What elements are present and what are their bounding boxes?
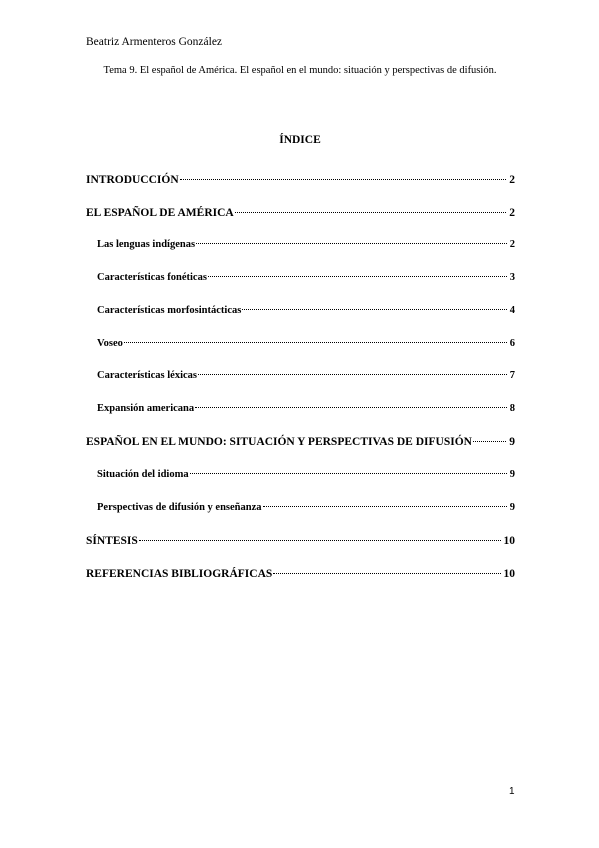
toc-title: ÍNDICE [279,134,321,146]
toc-entry-label: Situación del idioma [97,469,189,480]
toc-entry-page: 3 [509,272,515,283]
toc-entry-page: 2 [509,207,515,219]
toc-entry-page: 10 [503,535,515,547]
toc-entry-page: 7 [509,370,515,381]
toc-entry-label: Voseo [97,338,123,349]
toc-entry-caracteristicas-foneticas[interactable] [97,272,515,283]
toc-entry-sintesis[interactable] [86,535,515,547]
toc-entry-page: 6 [509,338,515,349]
toc-entry-label: Características morfosintácticas [97,305,242,316]
toc-entry-perspectivas-difusion[interactable] [97,502,515,513]
toc-leader-dots [195,406,507,408]
toc-entry-label: Características fonéticas [97,272,207,283]
toc-leader-dots [196,242,507,244]
toc-entry-label: EL ESPAÑOL DE AMÉRICA [86,207,234,219]
toc-entry-page: 2 [509,239,515,250]
toc-leader-dots [198,373,507,375]
toc-entry-page: 9 [509,502,515,513]
toc-entry-caracteristicas-lexicas[interactable] [97,370,515,381]
toc-entry-label: Expansión americana [97,403,195,414]
toc-entry-caracteristicas-morfosintacticas[interactable] [97,305,515,316]
toc-entry-label: Perspectivas de difusión y enseñanza [97,502,262,513]
toc-entry-referencias-bibliograficas[interactable] [86,568,515,580]
toc-entry-lenguas-indigenas[interactable] [97,239,515,250]
toc-entry-voseo[interactable] [97,338,515,349]
toc-leader-dots [208,275,507,277]
toc-leader-dots [263,505,507,507]
toc-entry-situacion-del-idioma[interactable] [97,469,515,480]
toc-leader-dots [235,211,507,213]
toc-leader-dots [273,572,500,574]
toc-entry-label: Características léxicas [97,370,198,381]
toc-entry-label: INTRODUCCIÓN [86,174,179,186]
document-subtitle: Tema 9. El español de América. El español en el mundo: situación y perspectivas de difusión. [103,65,497,76]
toc-entry-page: 4 [509,305,515,316]
toc-leader-dots [190,472,507,474]
toc-entry-page: 9 [509,469,515,480]
toc-entry-label: REFERENCIAS BIBLIOGRÁFICAS [86,568,273,580]
page-number: 1 [509,786,515,797]
toc-entry-label: ESPAÑOL EN EL MUNDO: SITUACIÓN Y PERSPECTIVAS DE DIFUSIÓN [86,436,472,448]
toc-entry-page: 8 [509,403,515,414]
toc-entry-introduccion[interactable] [86,174,515,186]
toc-entry-page: 2 [509,174,515,186]
toc-entry-label: SÍNTESIS [86,535,138,547]
toc-leader-dots [180,178,507,180]
toc-entry-label: Las lenguas indígenas [97,239,196,250]
document-author: Beatriz Armenteros González [86,36,223,48]
toc-leader-dots [473,440,506,442]
toc-entry-expansion-americana[interactable] [97,403,515,414]
toc-leader-dots [139,539,501,541]
toc-entry-page: 10 [503,568,515,580]
toc-leader-dots [124,341,507,343]
toc-entry-espanol-en-el-mundo[interactable] [86,436,515,448]
toc-leader-dots [242,308,506,310]
toc-entry-espanol-de-america[interactable] [86,207,515,219]
toc-entry-page: 9 [509,436,515,448]
